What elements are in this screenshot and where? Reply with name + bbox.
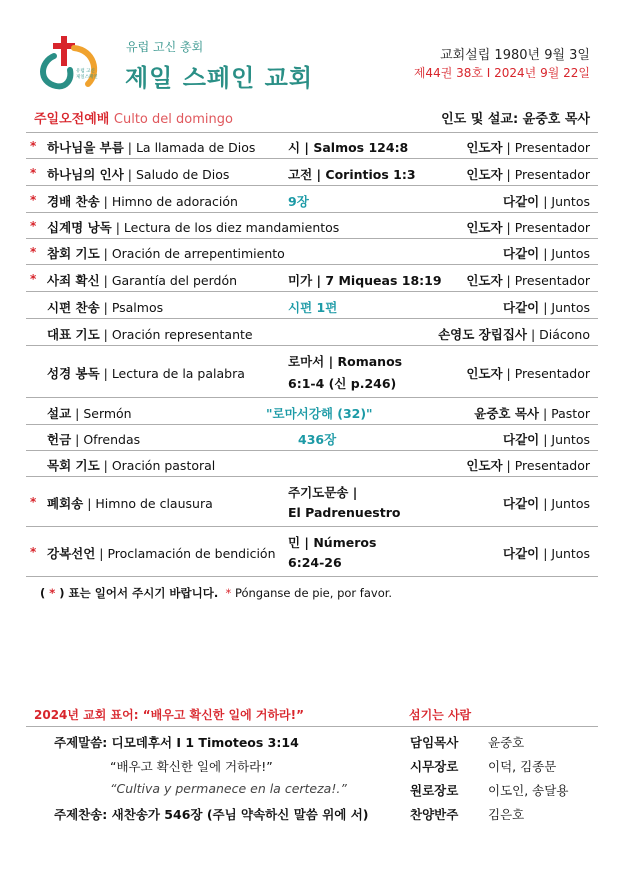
- standing-mark: *: [30, 219, 37, 233]
- item-name: 하나님을 부름 | La llamada de Dios: [47, 140, 256, 155]
- org-subtitle: 유럽 고신 총회: [126, 40, 204, 54]
- item-leader: 손영도 장립집사 | Diácono: [438, 327, 590, 342]
- service-row: [26, 450, 598, 477]
- verse-es: “Cultiva y permanece en la certeza!.”: [110, 781, 347, 796]
- service-leader: 인도 및 설교: 윤중호 목사: [441, 112, 590, 127]
- servant-role: 원로장로: [410, 783, 459, 798]
- service-row: [26, 476, 598, 527]
- item-reference: 시편 1편: [288, 300, 338, 315]
- item-leader: 윤중호 목사 | Pastor: [474, 406, 590, 421]
- service-row: [26, 318, 598, 346]
- theme-verse: 주제말씀: 디모데후서 I 1 Timoteos 3:14: [54, 735, 299, 750]
- svg-text:유럽 고신: 유럽 고신: [76, 69, 95, 74]
- item-name: 시편 찬송 | Psalmos: [47, 300, 164, 315]
- servants-title: 섬기는 사람: [409, 708, 472, 722]
- item-reference: 9장: [288, 194, 309, 209]
- item-leader: 다같이 | Juntos: [503, 496, 590, 511]
- item-name: 설교 | Sermón: [47, 406, 132, 421]
- service-title-ko: 주일오전예배: [34, 112, 110, 127]
- theme-hymn: 주제찬송: 새찬송가 546장 (주님 약속하신 말씀 위에 서): [54, 807, 369, 822]
- item-reference-line2: 6:24-26: [288, 555, 342, 570]
- item-leader: 다같이 | Juntos: [503, 546, 590, 561]
- item-leader: 인도자 | Presentador: [466, 273, 590, 288]
- item-reference: 민 | Números: [288, 535, 377, 550]
- item-name: 십계명 낭독 | Lectura de los diez mandamientos: [47, 220, 340, 235]
- item-name: 폐회송 | Himno de clausura: [47, 496, 213, 511]
- servant-name: 이덕, 김종문: [488, 759, 557, 774]
- church-logo: [36, 34, 106, 96]
- servant-role: 시무장로: [410, 759, 459, 774]
- standing-mark: *: [30, 545, 37, 559]
- item-name: 사죄 확신 | Garantía del perdón: [47, 273, 238, 288]
- service-row: [26, 185, 598, 213]
- service-row: [26, 397, 598, 425]
- item-leader: 인도자 | Presentador: [466, 366, 590, 381]
- standing-mark: *: [30, 245, 37, 259]
- service-row: [26, 291, 598, 319]
- servant-role: 찬양반주: [410, 807, 459, 822]
- item-name: 헌금 | Ofrendas: [47, 432, 141, 447]
- founded-date: 교회설립 1980년 9월 3일: [440, 48, 590, 63]
- service-row: [26, 264, 598, 292]
- service-row: [26, 158, 598, 186]
- item-leader: 다같이 | Juntos: [503, 194, 590, 209]
- item-reference-line2: El Padrenuestro: [288, 505, 401, 520]
- servant-name: 김은호: [488, 807, 525, 822]
- item-leader: 다같이 | Juntos: [503, 300, 590, 315]
- item-reference: 고전 | Corintios 1:3: [288, 167, 416, 182]
- item-name: 강복선언 | Proclamación de bendición: [47, 546, 276, 561]
- item-leader: 인도자 | Presentador: [466, 140, 590, 155]
- service-row: [26, 212, 598, 239]
- item-reference: 주기도문송 |: [288, 485, 358, 500]
- item-name: 참회 기도 | Oración de arrepentimiento: [47, 246, 285, 261]
- item-leader: 인도자 | Presentador: [466, 167, 590, 182]
- item-name: 경배 찬송 | Himno de adoración: [47, 194, 238, 209]
- standing-mark: *: [30, 139, 37, 153]
- standing-note: ( * ) 표는 일어서 주시기 바랍니다. * Pónganse de pie, por favor.: [40, 586, 393, 600]
- item-name: 성경 봉독 | Lectura de la palabra: [47, 366, 245, 381]
- item-name: 하나님의 인사 | Saludo de Dios: [47, 167, 230, 182]
- service-row: [26, 345, 598, 398]
- note-star: *: [49, 586, 56, 600]
- service-row: [26, 424, 598, 451]
- standing-mark: *: [30, 166, 37, 180]
- verse-ko: “배우고 확신한 일에 거하라!”: [110, 759, 273, 774]
- church-motto: 2024년 교회 표어: “배우고 확신한 일에 거하라!”: [34, 708, 304, 722]
- item-reference-line2: 6:1-4 (신 p.246): [288, 376, 397, 391]
- item-leader: 다같이 | Juntos: [503, 246, 590, 261]
- item-leader: 인도자 | Presentador: [466, 220, 590, 235]
- service-row: [26, 132, 598, 159]
- item-leader: 다같이 | Juntos: [503, 432, 590, 447]
- servant-name: 이도인, 송달용: [488, 783, 569, 798]
- church-name: 제일 스페인 교회: [125, 64, 313, 92]
- item-reference: 미가 | 7 Miqueas 18:19: [288, 273, 442, 288]
- standing-mark: *: [30, 272, 37, 286]
- service-title-es: Culto del domingo: [113, 112, 233, 127]
- item-reference: 로마서 | Romanos: [288, 354, 403, 369]
- item-reference: 시 | Salmos 124:8: [288, 140, 409, 155]
- service-row: [26, 238, 598, 265]
- standing-mark: *: [30, 495, 37, 509]
- item-name: 목회 기도 | Oración pastoral: [47, 458, 216, 473]
- divider: [26, 726, 598, 727]
- issue-info: 제44권 38호 I 2024년 9월 22일: [413, 66, 590, 80]
- servant-role: 담임목사: [410, 735, 459, 750]
- item-leader: 인도자 | Presentador: [466, 458, 590, 473]
- service-title: [34, 108, 233, 127]
- standing-mark: *: [30, 193, 37, 207]
- item-name: 대표 기도 | Oración representante: [47, 327, 253, 342]
- servant-name: 윤중호: [488, 735, 525, 750]
- table-bottom-border: [26, 576, 598, 577]
- service-row: [26, 526, 598, 577]
- svg-text:제일스페인: 제일스페인: [76, 75, 98, 80]
- item-reference: 436장: [298, 432, 337, 447]
- item-reference: "로마서강해 (32)": [266, 406, 373, 421]
